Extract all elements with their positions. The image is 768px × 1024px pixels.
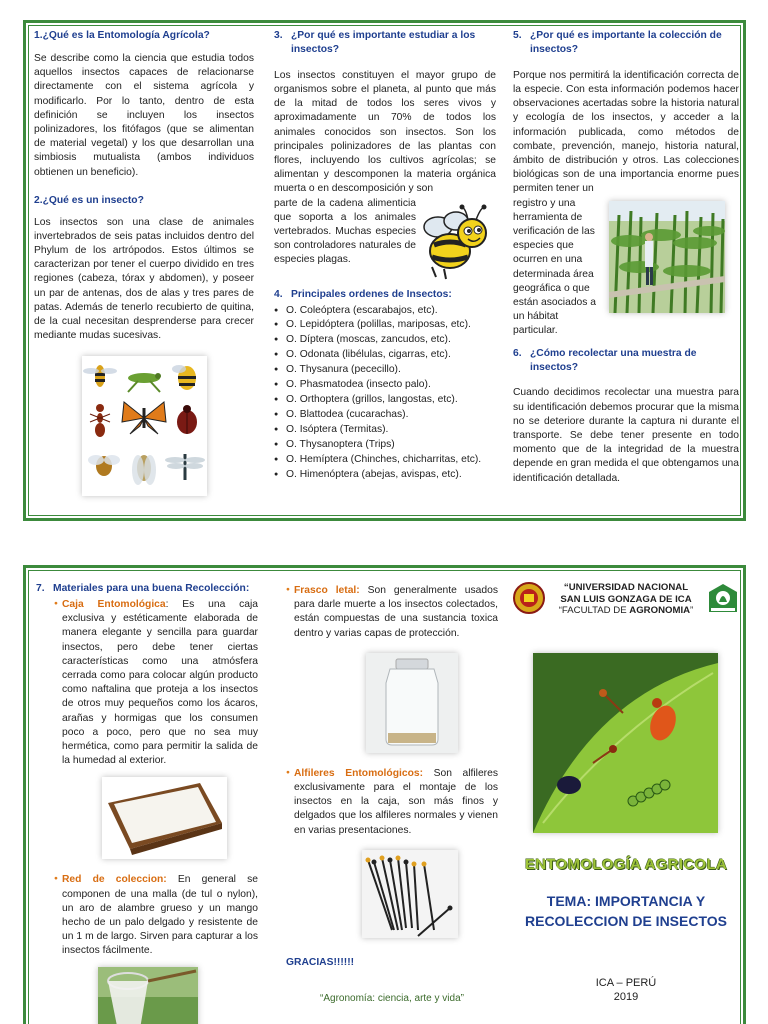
university-header <box>513 582 739 617</box>
alfileres-item <box>286 767 498 838</box>
motto-text: “Agronomía: ciencia, arte y vida” <box>320 993 464 1005</box>
subject-title: ENTOMOLOGÍA AGRICOLA <box>524 855 728 873</box>
section-5-text-a: Porque nos permitirá la identificación correcta de la especie. Con esta información podemos hacer observaciones acertadas sobre la historia natural y ecología de los insectos, y acceder a la información publicada, como métodos de combate, prevención, manejo, historia natural, ámbito de distribución y otros. Las colecciones biológicas son de una importancia enorme pues permiten tener un <box>513 69 739 195</box>
field-collection-photo <box>609 201 725 313</box>
section-5-text-b: registro y una herramienta de verificación de las especies que ocurren en una determinada área geográfica o que están asociados a un hábitat particular. <box>513 197 597 337</box>
section-4-title-text: Principales ordenes de Insectos: <box>291 288 452 300</box>
section-6-number: 6. <box>513 347 522 359</box>
section-4-number: 4. <box>274 288 283 300</box>
column-5 <box>286 568 498 1006</box>
section-2-text: Los insectos son una clase de animales invertebrados de seis patas incluidos dentro del Phylum de los artrópodos. Estos últimos se caracterizan por tener el cuerpo dividido en tres regiones (cabeza, tórax y abdomen), y poseer un par de antenas, dos de alas y tres pares de patas. Además de tenerlo recubierto de quitina, de la cual necesitan desprenderse para crecer mediante mudas sucesivas. <box>34 216 254 342</box>
faculty-prefix: “FACULTAD DE <box>558 605 630 616</box>
section-3-title-text: ¿Por qué es importante estudiar a los insectos? <box>291 30 476 55</box>
section-3-text-b: parte de la cadena alimenticia que soporta a los animales vertebrados. Muchas especies son controladores naturales de especies plagas. <box>274 197 416 266</box>
insect-net-photo <box>98 967 198 1024</box>
column-3 <box>513 23 739 486</box>
section-1-title: 1.¿Qué es la Entomología Agrícola? <box>34 30 210 41</box>
year-text: 2019 <box>613 991 639 1004</box>
column-2 <box>274 23 496 483</box>
frasco-label: Frasco letal: <box>294 585 360 596</box>
university-line-2: SAN LUIS GONZAGA DE ICA <box>560 593 692 605</box>
section-3-text-a: Los insectos constituyen el mayor grupo de organismos sobre el planeta, al punto que más de la mitad de todos los seres vivos y aproximadamente un 70% de todos los animales conocidos son insectos. Son los principales polinizadores de las plantas con flores, incluyendo los cultivos agrícolas; se alimentan y descomponen la materia orgánica muerta o en descomposición y son <box>274 69 496 195</box>
faculty-name: AGRONOMIA <box>629 605 691 616</box>
section-4-title <box>274 288 496 302</box>
insect-order-item: ● O. Isóptera (Termitas). <box>274 423 496 438</box>
insects-on-leaf-photo <box>533 653 718 833</box>
brochure-page-2 <box>23 565 746 1024</box>
insect-order-item: ● O. Odonata (libélulas, cigarras, etc). <box>274 348 496 363</box>
red-text: En general se componen de una malla (de tul o nylon), un aro de alambre grueso y un mango hecho de un palo delgado y resistente de un 1 m de largo. Sirven para capturar a los insectos fácilmente. <box>62 874 259 957</box>
section-6-text: Cuando decidimos recolectar una muestra para su identificación debemos procurar que la misma no se deteriore durante la captura ni durante el transporte. Se debe tener presente en todo momento que de la integridad de la muestra depende en gran medida el que obtengamos una identificación detallada. <box>513 387 739 484</box>
section-5-number: 5. <box>513 30 522 41</box>
section-7-title-text: Materiales para una buena Recolección: <box>53 583 250 594</box>
place-text: ICA – PERÚ <box>595 976 657 989</box>
faculty-logo-icon <box>707 582 739 614</box>
faculty-suffix: ” <box>690 605 694 616</box>
topic-title: TEMA: IMPORTANCIA Y RECOLECCION DE INSECTOS <box>525 893 727 930</box>
section-7-title <box>36 582 258 596</box>
insect-order-item: ● O. Thysanoptera (Trips) <box>274 438 496 453</box>
insect-order-item: ● O. Blattodea (cucarachas). <box>274 408 496 423</box>
university-line-1: “UNIVERSIDAD NACIONAL <box>563 582 689 593</box>
column-4 <box>36 568 258 1024</box>
caja-label: Caja Entomológica <box>62 598 166 610</box>
entomological-box-photo <box>102 777 227 859</box>
red-coleccion-item <box>54 873 258 958</box>
section-6-title-text: ¿Cómo recolectar una muestra de insectos? <box>530 347 697 373</box>
insect-order-item: ● O. Coleóptera (escarabajos, etc). <box>274 304 496 319</box>
section-2-title: 2.¿Qué es un insecto? <box>34 194 144 206</box>
red-label: Red de coleccion: <box>62 874 167 886</box>
place-and-year <box>513 976 739 1005</box>
section-3-number: 3. <box>274 30 283 41</box>
insect-order-item: ● O. Himenóptera (abejas, avispas, etc). <box>274 468 496 483</box>
column-1 <box>34 23 254 496</box>
insect-order-item: ● O. Thysanura (pececillo). <box>274 363 496 378</box>
section-1-text: Se describe como la ciencia que estudia todos aquellos insectos capaces de relacionarse directamente con el sistema agrícola y modificarlo. Por lo tanto, dentro de esta definición se incluyen los insectos polinizadores, los fitófagos (que se alimentan de material vegetal) y los que desarrollan una simbiosis mutualista (ambos individuos obtienen un beneficio). <box>34 52 254 178</box>
insect-order-item: ● O. Phasmatodea (insecto palo). <box>274 378 496 393</box>
insect-orders-list <box>274 304 496 483</box>
insects-collage-image <box>82 356 207 496</box>
section-3-title <box>274 29 496 57</box>
university-name <box>545 582 707 617</box>
frasco-letal-item <box>286 584 498 641</box>
section-6-title <box>513 347 739 375</box>
killing-jar-photo <box>366 653 458 753</box>
university-crest-icon <box>513 582 545 614</box>
caja-text: : Es una caja exclusiva y estéticamente elaborada de manera elegante y sencilla para guardar insectos, pero debe tener ciertas características como una atmósfera cerrada como para colocar algún producto como naftalina que proteja a los insectos de otros muy pequeños como los ácaros, arañas y hormigas que los consumen poco a poco, pero que no sea muy hermética, como para permitir la salida de la humedad al exterior. <box>62 598 259 767</box>
alfileres-text: Son alfileres exclusivamente para el montaje de los insectos en la caja, son más finos y delgados que los alfileres normales y vienen en varias presentaciones. <box>294 767 498 836</box>
bee-illustration <box>416 201 496 281</box>
alfileres-label: Alfileres Entomológicos: <box>294 767 424 779</box>
section-5-title-text: ¿Por qué es importante la colección de insectos? <box>530 30 722 55</box>
thanks-text: GRACIAS!!!!!! <box>286 956 355 968</box>
entomological-pins-photo <box>362 850 458 938</box>
insect-order-item: ● O. Orthoptera (grillos, langostas, etc). <box>274 393 496 408</box>
brochure-page-1 <box>23 20 746 521</box>
insect-order-item: ● O. Lepidóptera (polillas, mariposas, etc). <box>274 318 496 333</box>
insect-order-item: ● O. Díptera (moscas, zancudos, etc). <box>274 333 496 348</box>
insect-order-item: ● O. Hemíptera (Chinches, chicharritas, etc). <box>274 453 496 468</box>
caja-entomologica-item <box>54 598 258 768</box>
column-6-cover <box>513 568 739 1004</box>
section-7-number: 7. <box>36 583 45 594</box>
section-5-title <box>513 29 739 57</box>
frasco-text: Son generalmente usados para darle muerte a los insectos colectados, están compuestas de una sustancia toxica dentro y varias capas de protección. <box>294 585 498 639</box>
